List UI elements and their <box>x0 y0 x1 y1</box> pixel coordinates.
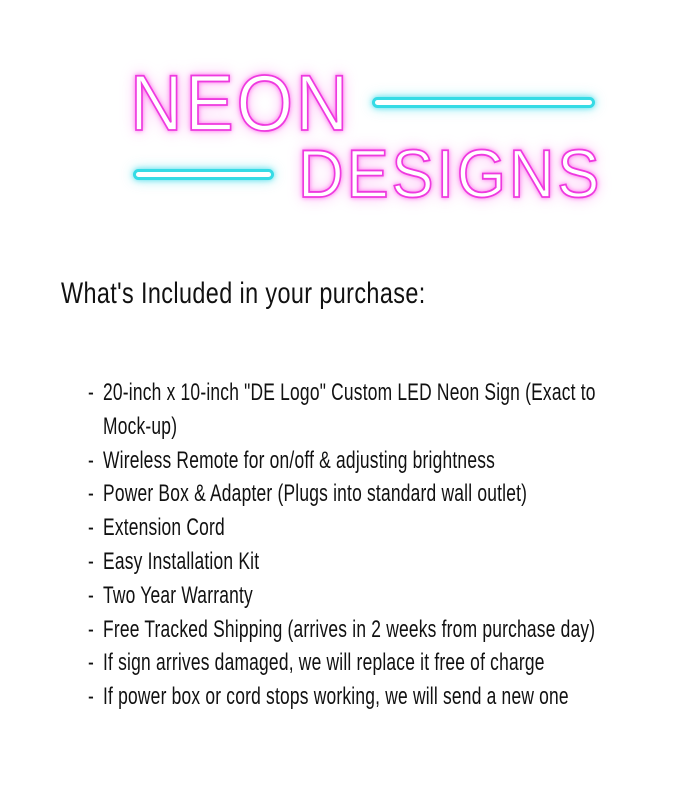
list-item-lines <box>103 613 696 647</box>
list-item <box>88 444 696 478</box>
list-item <box>88 477 696 511</box>
list-item-lines <box>103 444 696 478</box>
list-item <box>88 579 696 613</box>
list-item-dash: - <box>88 480 94 508</box>
list-item-dash: - <box>88 446 94 474</box>
list-item-lines <box>103 511 696 545</box>
logo-text-designs: DESIGNS <box>298 136 603 212</box>
list-item-dash: - <box>88 649 94 677</box>
list-item-line: If sign arrives damaged, we will replace it free of charge <box>103 649 545 677</box>
list-item-dash: - <box>88 615 94 643</box>
list-item-line: Free Tracked Shipping (arrives in 2 weeks from purchase day) <box>103 615 596 643</box>
logo-neon-bar-top <box>372 97 595 108</box>
list-item-dash: - <box>88 547 94 575</box>
list-item-line: Power Box & Adapter (Plugs into standard wall outlet) <box>103 480 528 508</box>
page-title: What's Included in your purchase: <box>61 277 426 310</box>
list-item-lines <box>103 646 696 680</box>
list-item-dash: - <box>88 379 94 406</box>
list-item-dash: - <box>88 514 94 542</box>
list-item-lines <box>103 477 696 511</box>
list-item-lines <box>103 376 696 444</box>
list-item-dash: - <box>88 581 94 609</box>
list-item-line: Mock-up) <box>103 412 178 440</box>
list-item-line: 20-inch x 10-inch "DE Logo" Custom LED Neon Sign (Exact to <box>103 379 596 406</box>
list-item <box>88 646 696 680</box>
list-item <box>88 613 696 647</box>
list-item <box>88 511 696 545</box>
list-item-line: Extension Cord <box>103 514 225 542</box>
list-item <box>88 376 696 444</box>
list-item-line: Wireless Remote for on/off & adjusting brightness <box>103 446 496 474</box>
included-list <box>88 376 696 714</box>
list-item-line: If power box or cord stops working, we will send a new one <box>103 683 569 711</box>
list-item <box>88 545 696 579</box>
list-item-dash: - <box>88 683 94 711</box>
list-item-line: Two Year Warranty <box>103 581 253 609</box>
list-item-lines <box>103 579 696 613</box>
list-item-lines <box>103 680 696 714</box>
list-item-line: Easy Installation Kit <box>103 547 260 575</box>
list-item <box>88 680 696 714</box>
logo-text-neon: NEON <box>130 58 352 147</box>
logo-neon-bar-bottom <box>133 169 274 180</box>
list-item-lines <box>103 545 696 579</box>
